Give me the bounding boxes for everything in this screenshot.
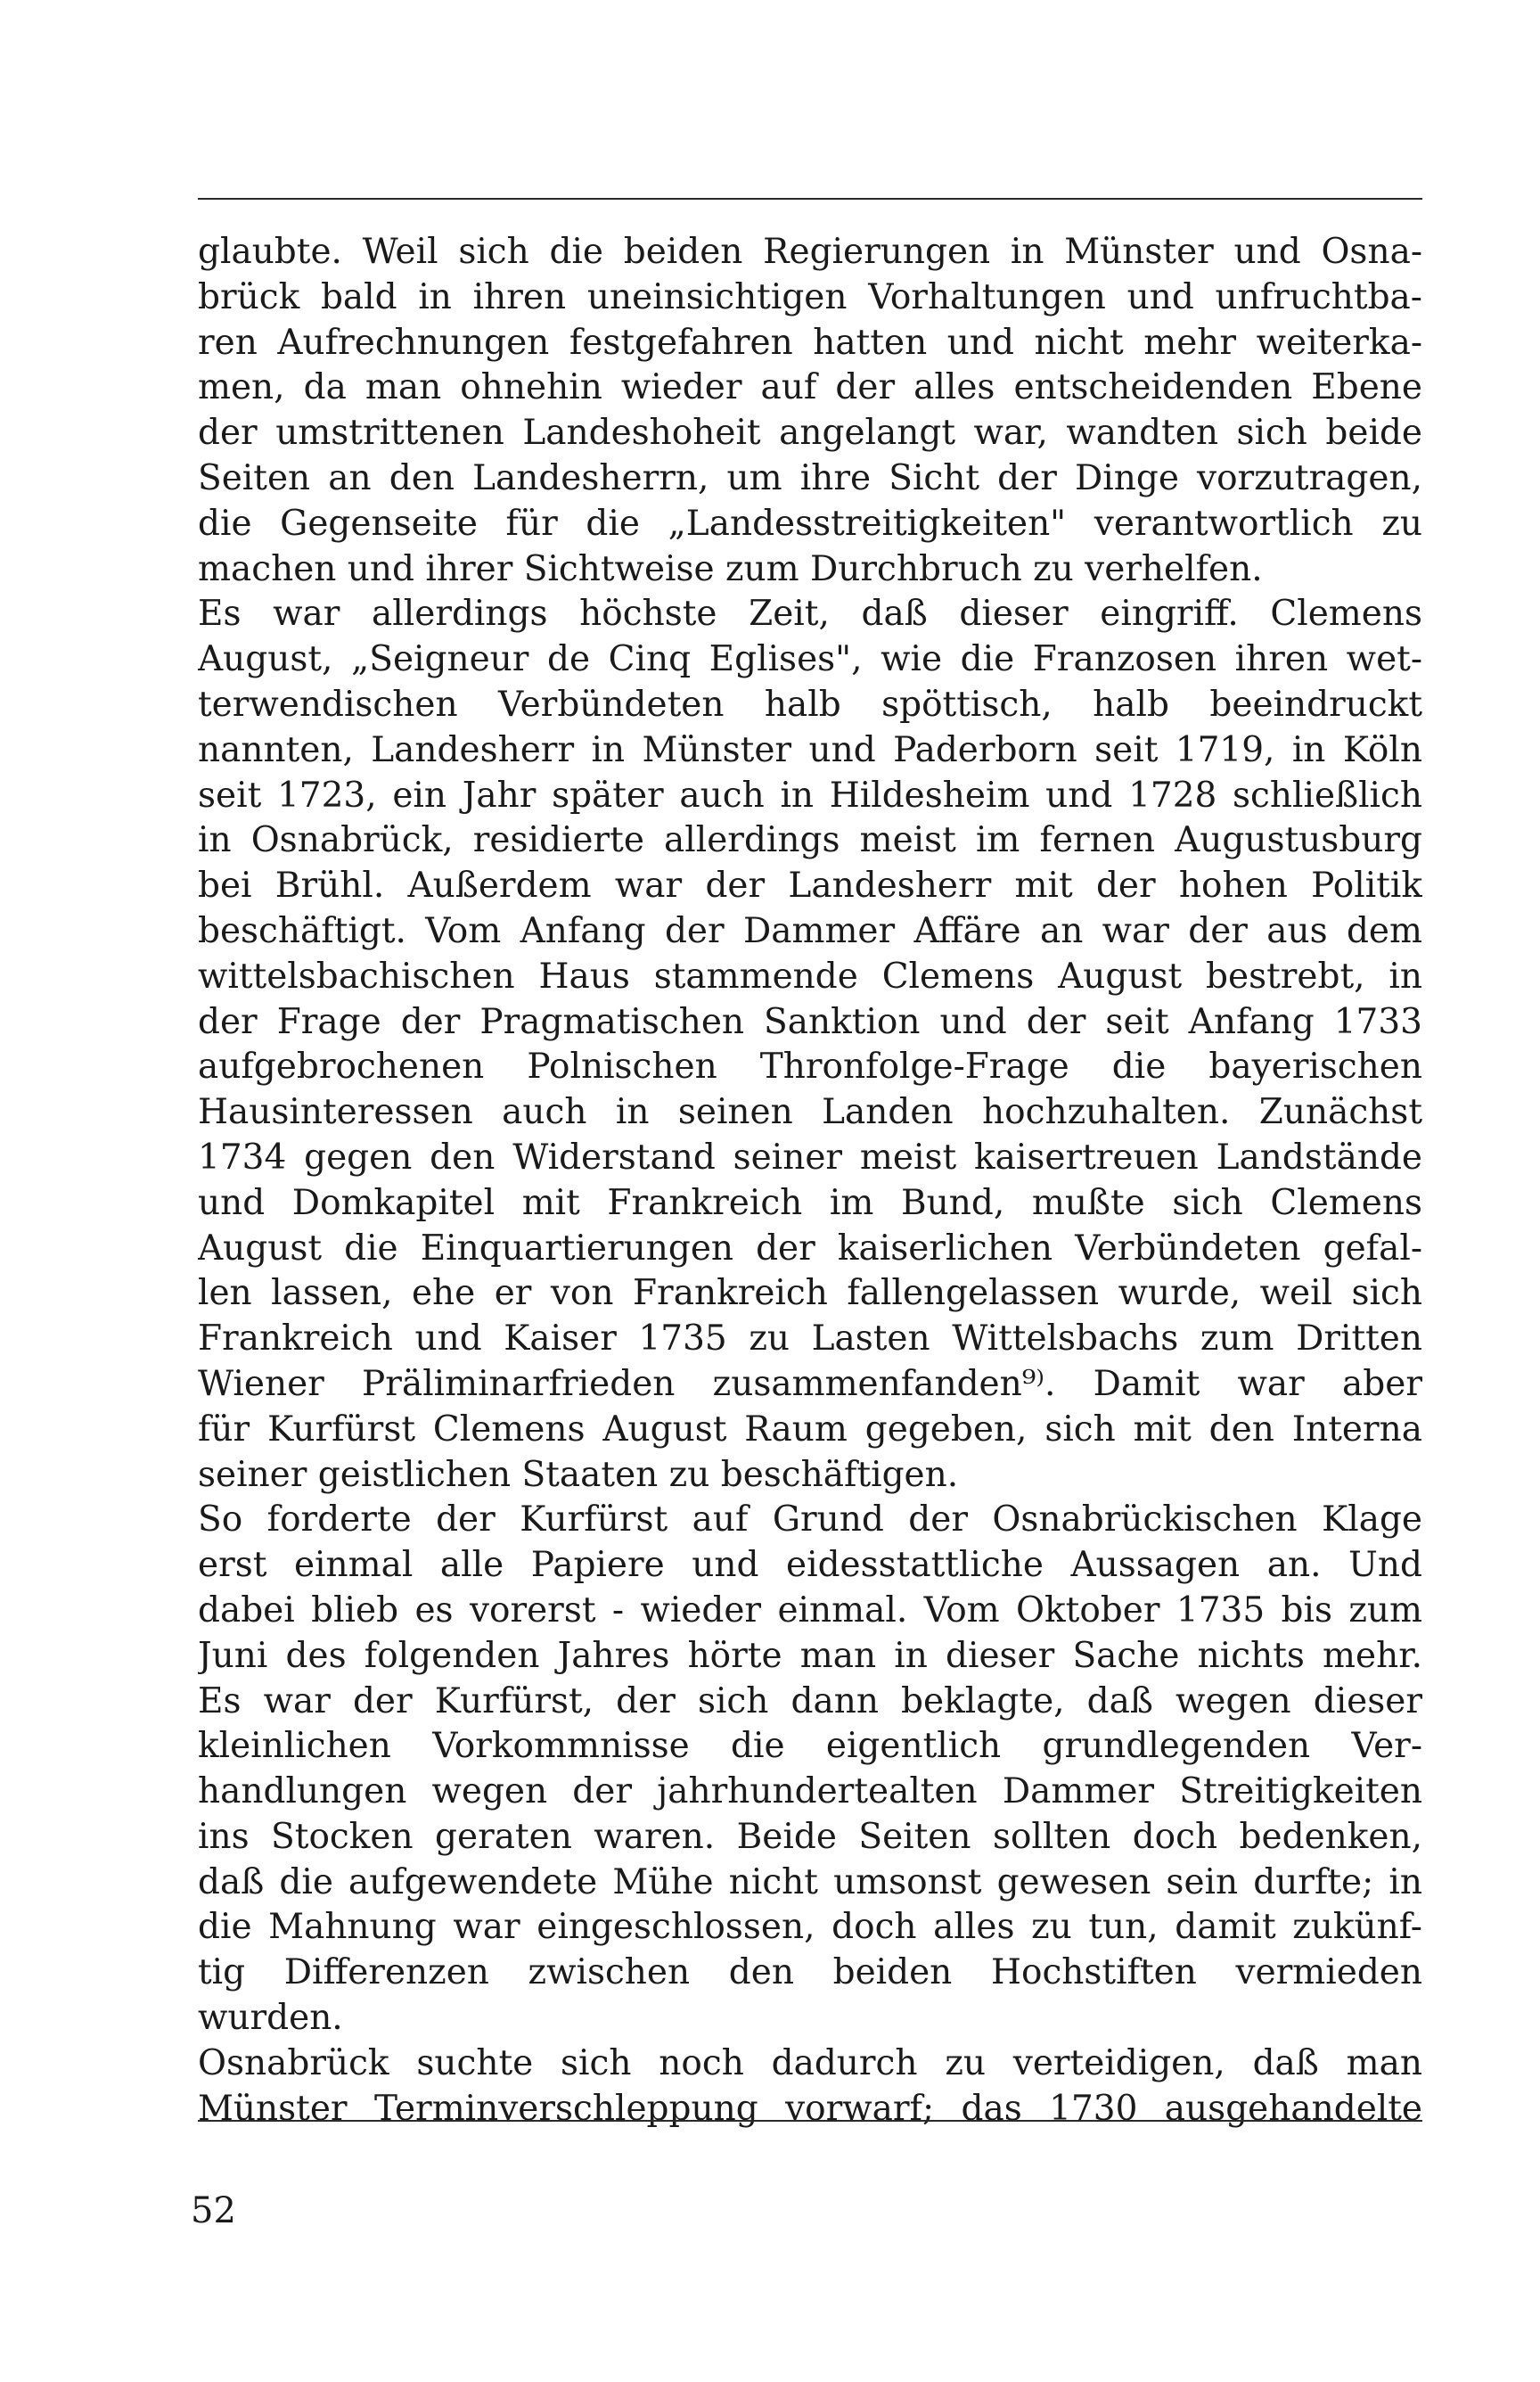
text-line: seit 1723, ein Jahr später auch in Hildesheim und 1728 schließlich (198, 775, 1422, 816)
text-line: erst einmal alle Papiere und eidesstattliche Aussagen an. Und (198, 1545, 1422, 1586)
text-line: für Kurfürst Clemens August Raum gegeben, sich mit den Interna (198, 1409, 1422, 1450)
body-text (198, 230, 1422, 2131)
text-line: terwendischen Verbündeten halb spöttisch, halb beeindruckt (198, 684, 1422, 725)
text-line: bei Brühl. Außerdem war der Landesherr mit der hohen Politik (198, 866, 1422, 907)
text-line: Münster Terminverschleppung vorwarf; das 1730 ausgehandelte (198, 2088, 1422, 2129)
text-line: 1734 gegen den Widerstand seiner meist kaisertreuen Landstände (198, 1137, 1422, 1178)
text-line: August die Einquartierungen der kaiserlichen Verbündeten gefal- (198, 1228, 1422, 1269)
text-line: August, „Seigneur de Cinq Eglises", wie die Franzosen ihren wet- (198, 639, 1422, 680)
text-line: kleinlichen Vorkommnisse die eigentlich grundlegenden Ver- (198, 1726, 1422, 1767)
text-line: So forderte der Kurfürst auf Grund der Osnabrückischen Klage (198, 1499, 1422, 1540)
text-line: aufgebrochenen Polnischen Thronfolge-Frage die bayerischen (198, 1047, 1422, 1088)
text-line: und Domkapitel mit Frankreich im Bund, mußte sich Clemens (198, 1182, 1422, 1223)
text-line: Juni des folgenden Jahres hörte man in dieser Sache nichts mehr. (198, 1635, 1422, 1676)
bottom-rule (198, 2120, 1422, 2122)
text-line: Wiener Präliminarfrieden zusammenfanden⁹⁾. Damit war aber (198, 1363, 1422, 1404)
text-line: die Mahnung war eingeschlossen, doch alles zu tun, damit zukünf- (198, 1907, 1422, 1948)
top-rule (198, 198, 1422, 200)
text-line: die Gegenseite für die „Landesstreitigkeiten" verantwortlich zu (198, 503, 1422, 544)
text-line: ins Stocken geraten waren. Beide Seiten sollten doch bedenken, (198, 1816, 1422, 1857)
text-line: wittelsbachischen Haus stammende Clemens August bestrebt, in (198, 956, 1422, 997)
text-line: daß die aufgewendete Mühe nicht umsonst gewesen sein durfte; in (198, 1861, 1422, 1902)
text-line: nannten, Landesherr in Münster und Paderborn seit 1719, in Köln (198, 729, 1422, 770)
text-line: glaubte. Weil sich die beiden Regierungen in Münster und Osna- (198, 232, 1422, 272)
text-line: brück bald in ihren uneinsichtigen Vorhaltungen und unfruchtba- (198, 276, 1422, 317)
text-line: men, da man ohnehin wieder auf der alles entscheidenden Ebene (198, 367, 1422, 408)
text-line: Osnabrück suchte sich noch dadurch zu verteidigen, daß man (198, 2042, 1422, 2083)
text-line: dabei blieb es vorerst - wieder einmal. Vom Oktober 1735 bis zum (198, 1589, 1422, 1630)
text-line: Seiten an den Landesherrn, um ihre Sicht der Dinge vorzutragen, (198, 457, 1422, 498)
text-line: Es war allerdings höchste Zeit, daß dieser eingriff. Clemens (198, 594, 1422, 635)
text-line: der umstrittenen Landeshoheit angelangt war, wandten sich beide (198, 413, 1422, 454)
text-line: len lassen, ehe er von Frankreich fallengelassen wurde, weil sich (198, 1273, 1422, 1314)
text-line: tig Differenzen zwischen den beiden Hochstiften vermieden (198, 1952, 1422, 1993)
page-number: 52 (191, 2190, 236, 2231)
text-line: wurden. (198, 1998, 343, 2039)
text-line: ren Aufrechnungen festgefahren hatten und nicht mehr weiterka- (198, 322, 1422, 363)
text-line: in Osnabrück, residierte allerdings meist im fernen Augustusburg (198, 820, 1422, 861)
text-line: beschäftigt. Vom Anfang der Dammer Affäre an war der aus dem (198, 910, 1422, 951)
text-line: machen und ihrer Sichtweise zum Durchbruch zu verhelfen. (198, 548, 1263, 589)
text-line: handlungen wegen der jahrhundertealten Dammer Streitigkeiten (198, 1771, 1422, 1812)
text-line: seiner geistlichen Staaten zu beschäftigen. (198, 1454, 959, 1495)
text-line: Frankreich und Kaiser 1735 zu Lasten Wittelsbachs zum Dritten (198, 1318, 1422, 1359)
text-line: der Frage der Pragmatischen Sanktion und der seit Anfang 1733 (198, 1001, 1422, 1042)
text-line: Es war der Kurfürst, der sich dann beklagte, daß wegen dieser (198, 1680, 1422, 1721)
text-line: Hausinteressen auch in seinen Landen hochzuhalten. Zunächst (198, 1092, 1422, 1133)
